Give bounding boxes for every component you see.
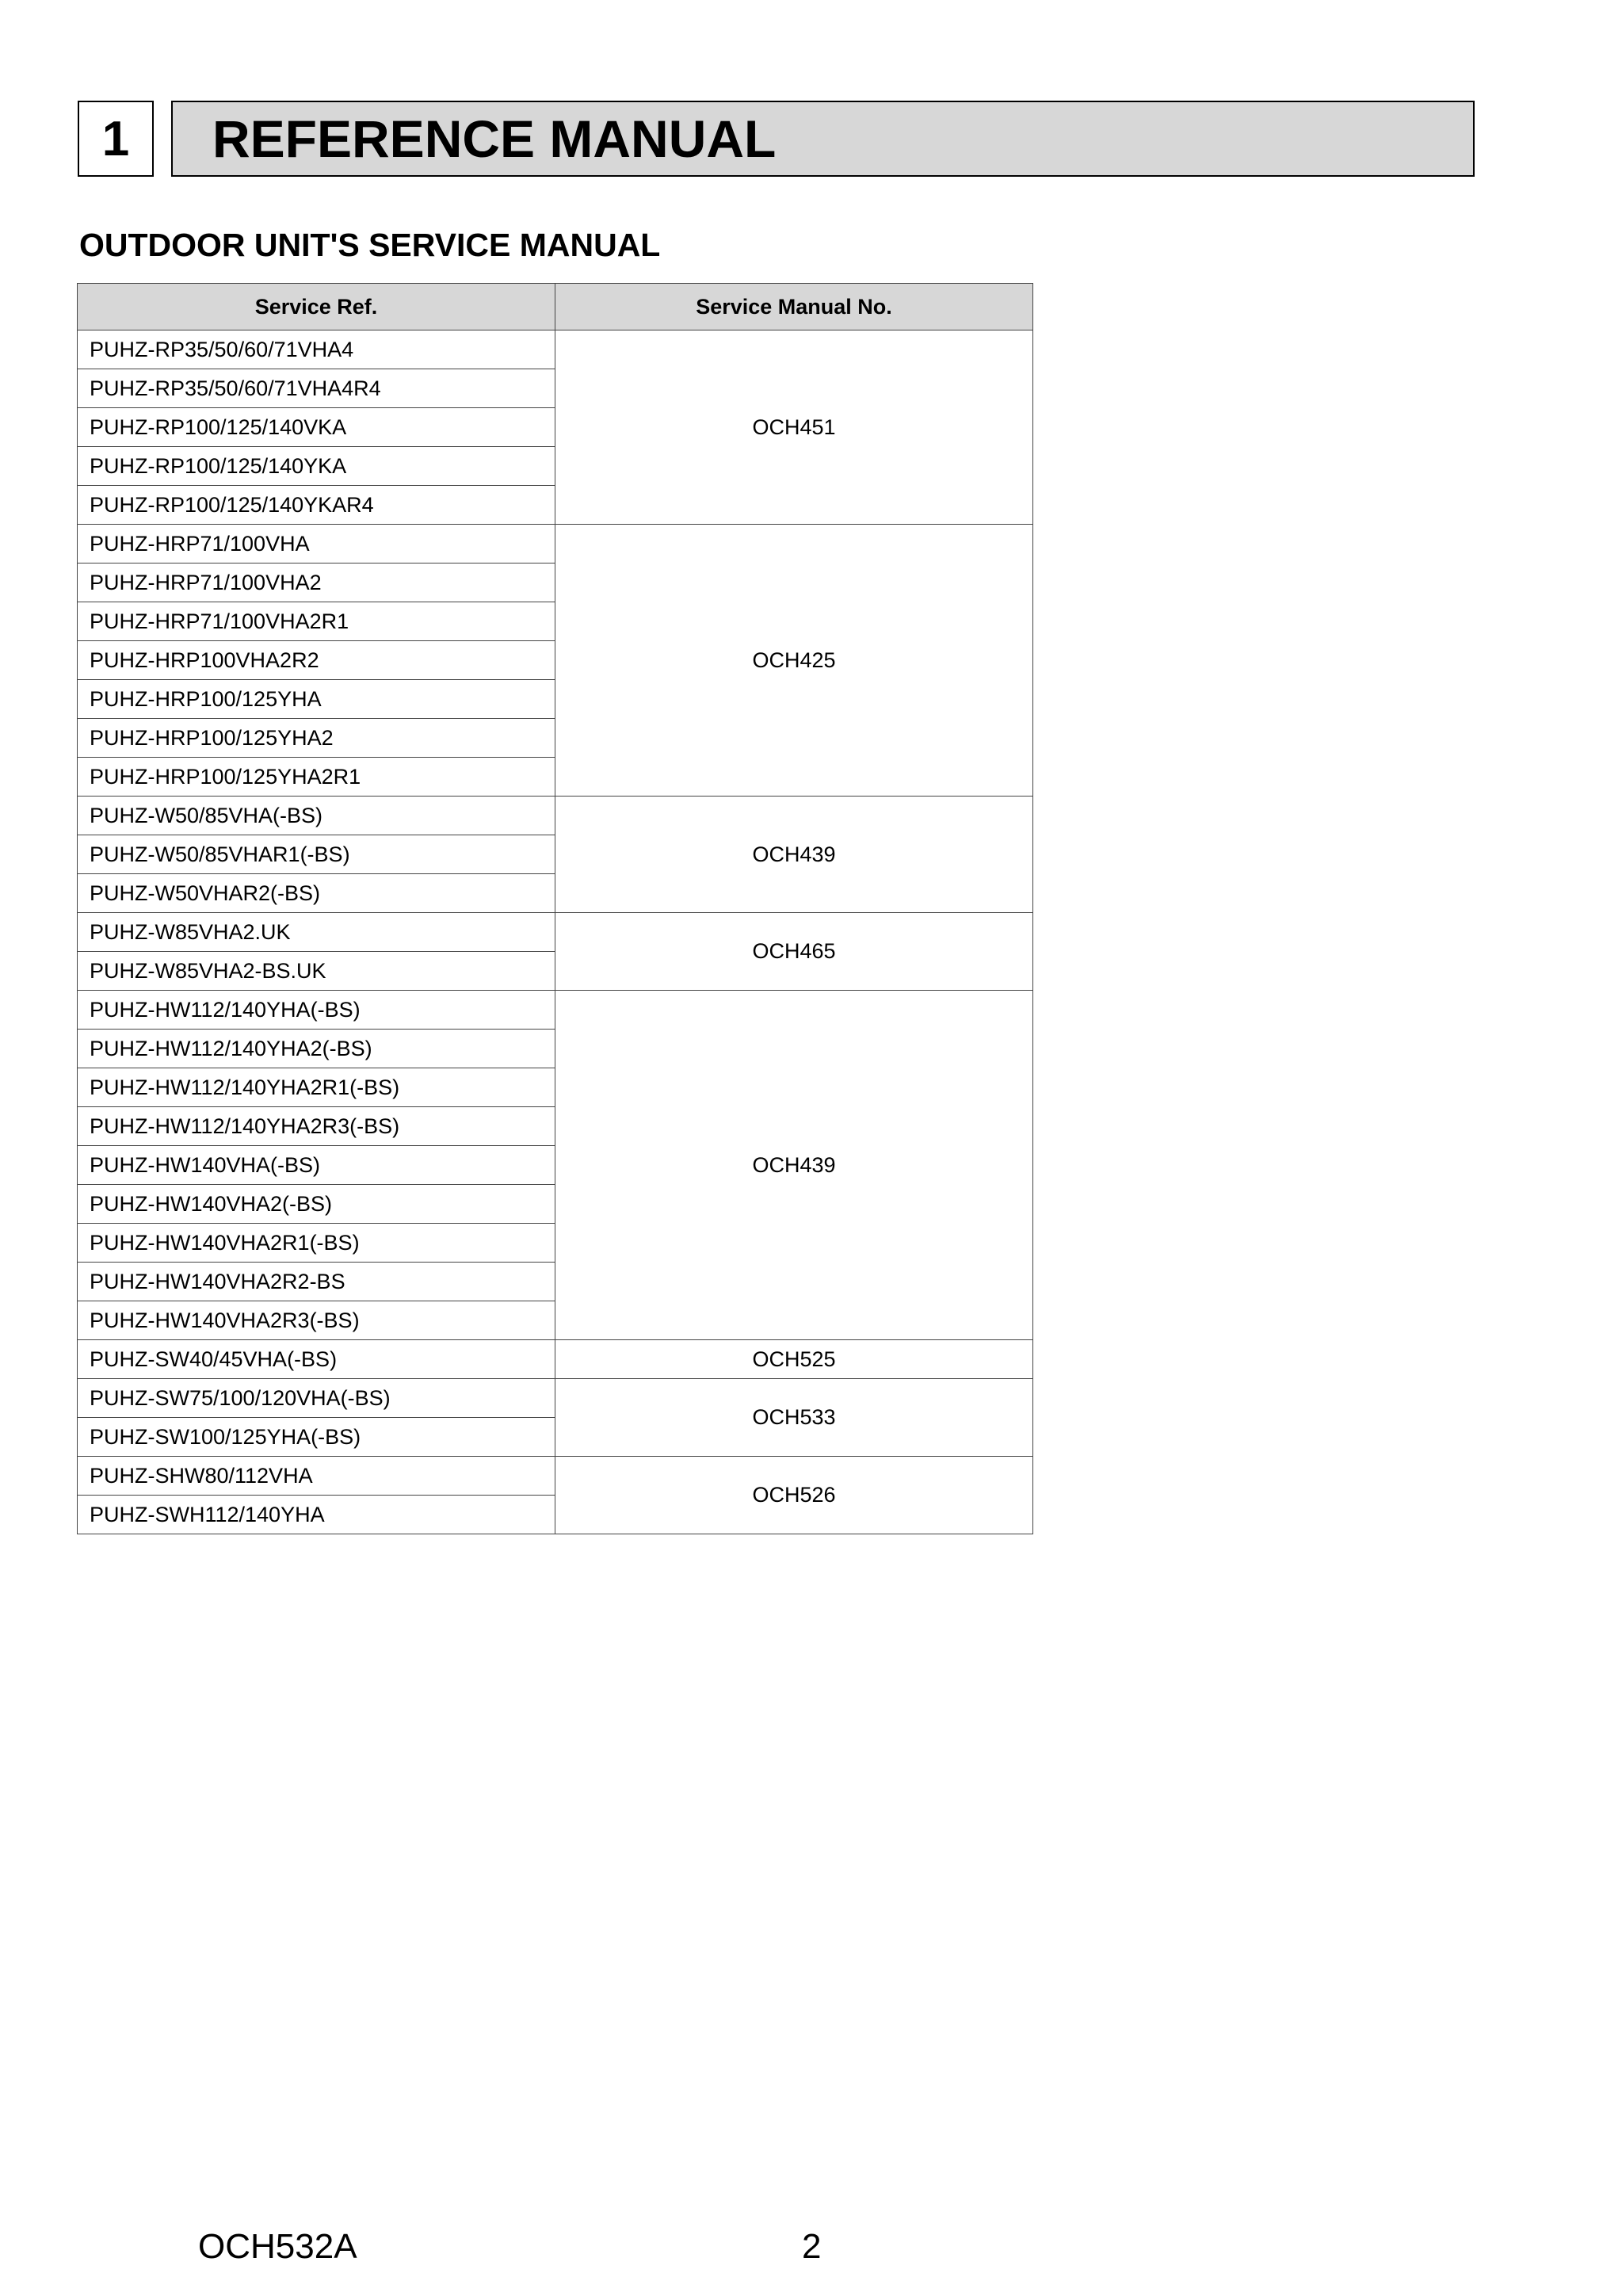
table-row [78,525,1033,563]
service-ref-cell: PUHZ-HRP71/100VHA [78,525,555,563]
service-ref-cell: PUHZ-RP35/50/60/71VHA4 [78,330,555,369]
service-ref-cell: PUHZ-HW112/140YHA2R1(-BS) [78,1068,555,1107]
service-ref-cell: PUHZ-HRP100/125YHA [78,680,555,719]
service-ref-cell: PUHZ-W50VHAR2(-BS) [78,874,555,913]
service-ref-cell: PUHZ-W50/85VHA(-BS) [78,797,555,835]
page-title: REFERENCE MANUAL [171,101,1475,177]
service-manual-no-cell: OCH525 [555,1340,1033,1379]
section-title: OUTDOOR UNIT'S SERVICE MANUAL [79,227,661,263]
table-body [78,330,1033,1534]
chapter-number: 1 [78,101,154,177]
footer-document-number: OCH532A [198,2227,357,2266]
service-ref-cell: PUHZ-HRP71/100VHA2R1 [78,602,555,641]
table-row [78,330,1033,369]
service-manual-no-cell: OCH425 [555,525,1033,797]
service-ref-cell: PUHZ-RP100/125/140VKA [78,408,555,447]
service-ref-cell: PUHZ-SW100/125YHA(-BS) [78,1418,555,1457]
service-manual-no-cell: OCH451 [555,330,1033,525]
service-ref-cell: PUHZ-HW140VHA2R1(-BS) [78,1224,555,1263]
service-ref-cell: PUHZ-W85VHA2-BS.UK [78,952,555,991]
column-header-service-manual-no: Service Manual No. [555,284,1033,330]
service-manual-no-cell: OCH526 [555,1457,1033,1534]
service-manual-no-cell: OCH439 [555,991,1033,1340]
service-ref-cell: PUHZ-W85VHA2.UK [78,913,555,952]
service-manual-table [77,283,1033,1534]
table-row [78,991,1033,1030]
service-ref-cell: PUHZ-HRP100/125YHA2 [78,719,555,758]
service-ref-cell: PUHZ-HW140VHA(-BS) [78,1146,555,1185]
service-ref-cell: PUHZ-HW140VHA2R2-BS [78,1263,555,1301]
service-ref-cell: PUHZ-HW112/140YHA(-BS) [78,991,555,1030]
service-ref-cell: PUHZ-RP100/125/140YKAR4 [78,486,555,525]
table-header-row [78,284,1033,330]
service-ref-cell: PUHZ-RP100/125/140YKA [78,447,555,486]
service-ref-cell: PUHZ-SHW80/112VHA [78,1457,555,1496]
service-ref-cell: PUHZ-RP35/50/60/71VHA4R4 [78,369,555,408]
column-header-service-ref: Service Ref. [78,284,555,330]
service-ref-cell: PUHZ-SW75/100/120VHA(-BS) [78,1379,555,1418]
service-ref-cell: PUHZ-HW112/140YHA2R3(-BS) [78,1107,555,1146]
table-row [78,1457,1033,1496]
service-ref-cell: PUHZ-SW40/45VHA(-BS) [78,1340,555,1379]
service-ref-cell: PUHZ-HRP100/125YHA2R1 [78,758,555,797]
table-row [78,913,1033,952]
service-ref-cell: PUHZ-HRP71/100VHA2 [78,563,555,602]
table-row [78,797,1033,835]
footer-page-number: 2 [802,2227,822,2266]
service-ref-cell: PUHZ-HW140VHA2(-BS) [78,1185,555,1224]
service-manual-no-cell: OCH439 [555,797,1033,913]
service-ref-cell: PUHZ-HRP100VHA2R2 [78,641,555,680]
service-manual-no-cell: OCH533 [555,1379,1033,1457]
service-ref-cell: PUHZ-SWH112/140YHA [78,1496,555,1534]
table-row [78,1340,1033,1379]
service-ref-cell: PUHZ-W50/85VHAR1(-BS) [78,835,555,874]
service-manual-no-cell: OCH465 [555,913,1033,991]
service-ref-cell: PUHZ-HW112/140YHA2(-BS) [78,1030,555,1068]
table-row [78,1379,1033,1418]
service-ref-cell: PUHZ-HW140VHA2R3(-BS) [78,1301,555,1340]
